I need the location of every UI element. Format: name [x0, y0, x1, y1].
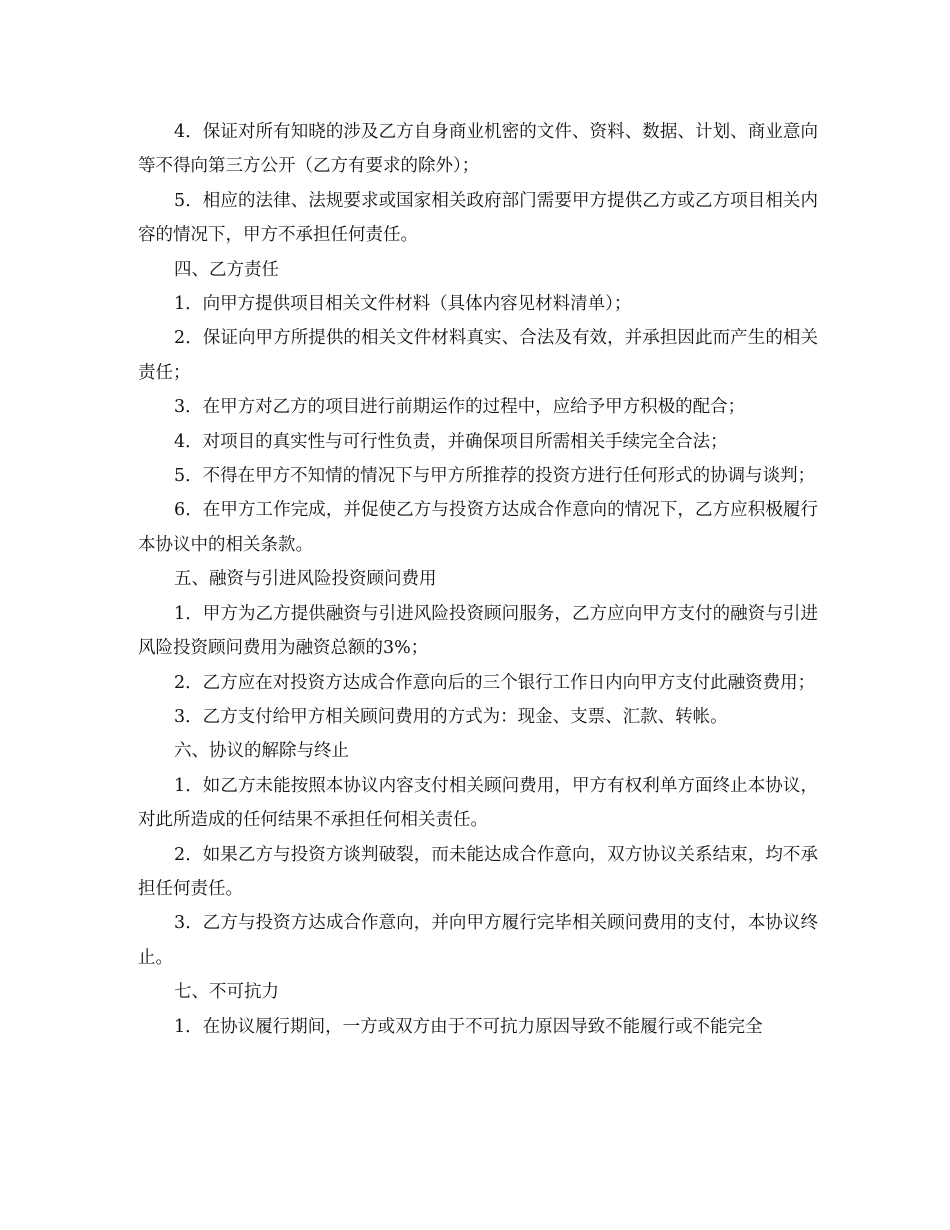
clause-5-3: 3．乙方支付给甲方相关顾问费用的方式为：现金、支票、汇款、转帐。 — [174, 706, 728, 727]
clause-4-1: 1．向甲方提供项目相关文件材料（具体内容见材料清单）； — [174, 294, 632, 315]
clause-4-5: 5．不得在甲方不知情的情况下与甲方所推荐的投资方进行任何形式的协调与谈判； — [174, 466, 816, 487]
clause-6-1: 1．如乙方未能按照本协议内容支付相关顾问费用，甲方有权利单方面终止本协议，对此所造成的任何结果不承担任何相关责任。 — [138, 775, 818, 831]
clause-6-3: 3．乙方与投资方达成合作意向，并向甲方履行完毕相关顾问费用的支付，本协议终止。 — [138, 913, 818, 968]
section-heading-5: 五、融资与引进风险投资顾问费用 — [174, 569, 437, 590]
section-heading-6: 六、协议的解除与终止 — [174, 741, 349, 762]
document-page — [138, 115, 818, 1044]
section-heading-7: 七、不可抗力 — [174, 982, 279, 1003]
clause-4-3: 3．在甲方对乙方的项目进行前期运作的过程中，应给予甲方积极的配合； — [174, 397, 746, 418]
section-heading-4: 四、乙方责任 — [174, 259, 279, 280]
clause-4-2: 2．保证向甲方所提供的相关文件材料真实、合法及有效，并承担因此而产生的相关责任； — [138, 328, 818, 383]
clause-4-6: 6．在甲方工作完成，并促使乙方与投资方达成合作意向的情况下，乙方应积极履行本协议中的相关条款。 — [138, 500, 818, 555]
clause-5-1: 1．甲方为乙方提供融资与引进风险投资顾问服务，乙方应向甲方支付的融资与引进风险投资顾问费用为融资总额的3%； — [138, 603, 818, 659]
clause-4-4: 4．对项目的真实性与可行性负责，并确保项目所需相关手续完全合法； — [174, 431, 728, 452]
clause-3-4: 4．保证对所有知晓的涉及乙方自身商业机密的文件、资料、数据、计划、商业意向等不得向第三方公开（乙方有要求的除外）； — [138, 122, 818, 177]
clause-3-5: 5．相应的法律、法规要求或国家相关政府部门需要甲方提供乙方或乙方项目相关内容的情况下，甲方不承担任何责任。 — [138, 190, 818, 246]
clause-7-1: 1．在协议履行期间，一方或双方由于不可抗力原因导致不能履行或不能完全 — [174, 1016, 763, 1037]
clause-5-2: 2．乙方应在对投资方达成合作意向后的三个银行工作日内向甲方支付此融资费用； — [174, 672, 816, 693]
clause-6-2: 2．如果乙方与投资方谈判破裂，而未能达成合作意向，双方协议关系结束，均不承担任何责任。 — [138, 844, 818, 899]
